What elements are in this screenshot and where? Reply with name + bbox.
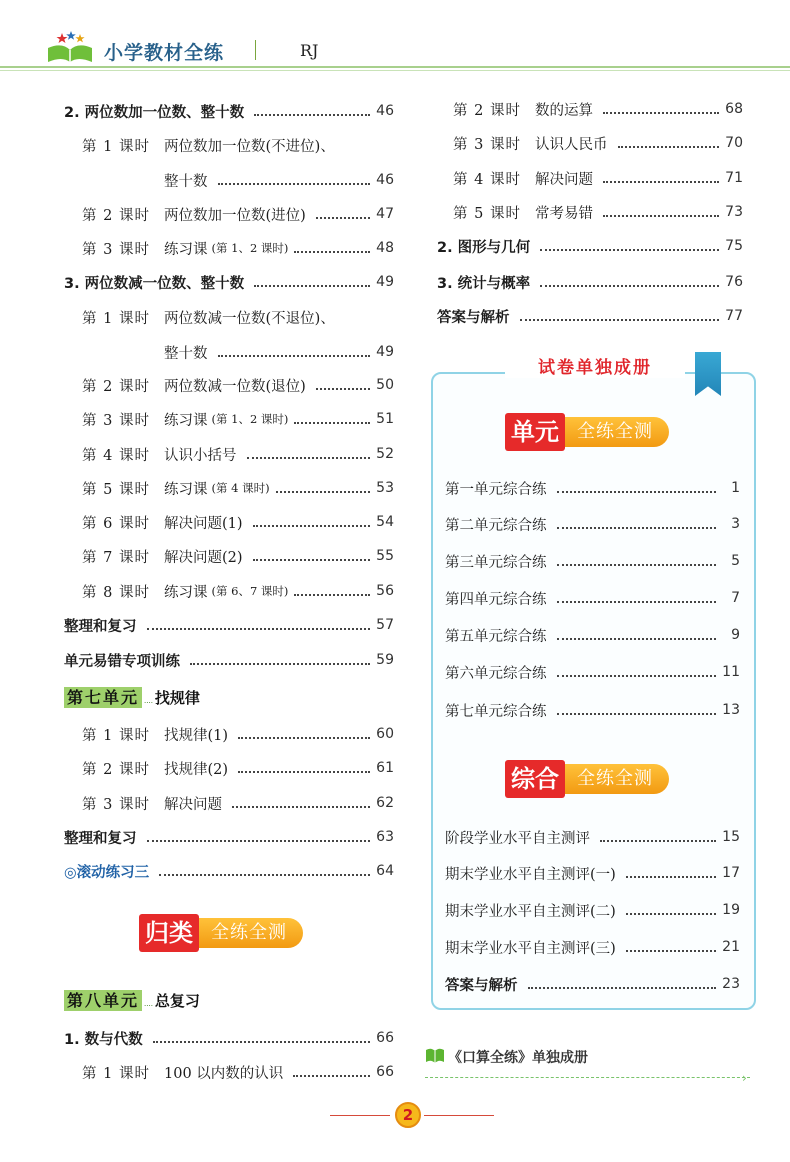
- toc-row: [82, 477, 394, 499]
- toc-label: 第二单元综合练: [445, 517, 547, 534]
- toc-label: 单元易错专项训练: [64, 653, 180, 670]
- page-ref: 55: [376, 548, 394, 564]
- page-ref: 49: [376, 274, 394, 290]
- toc-label: 第三单元综合练: [445, 554, 547, 571]
- lesson-prefix: 第 3 课时: [453, 136, 521, 153]
- banner-unit: [505, 413, 669, 451]
- lesson-prefix: 第 2 课时: [82, 207, 150, 224]
- dot-leader: [254, 114, 370, 116]
- toc-row: [437, 271, 743, 293]
- page-line-left: [330, 1115, 390, 1116]
- dot-leader: [253, 559, 370, 561]
- toc-label: 练习课: [164, 241, 208, 258]
- unit8-dots: ....: [144, 1000, 153, 1008]
- toc-label: 阶段学业水平自主测评: [445, 830, 590, 847]
- lesson-prefix: 第 1 课时: [82, 138, 150, 155]
- toc-row: [82, 443, 394, 465]
- toc-label: 答案与解析: [445, 977, 518, 994]
- dot-leader: [238, 737, 370, 739]
- dot-leader: [557, 675, 717, 677]
- toc-note: (第 4 课时): [211, 481, 270, 495]
- toc-row: [64, 614, 394, 636]
- page-ref: 66: [376, 1030, 394, 1046]
- toc-label: 第六单元综合练: [445, 665, 547, 682]
- lesson-prefix: 第 5 课时: [453, 205, 521, 222]
- dot-leader: [557, 564, 717, 566]
- dot-leader: [528, 987, 717, 989]
- toc-label: 认识小括号: [164, 447, 237, 464]
- banner-zonghe-red: 综合: [505, 760, 565, 798]
- page-ref: 21: [722, 939, 740, 955]
- toc-label: 第五单元综合练: [445, 628, 547, 645]
- page-ref: 19: [722, 902, 740, 918]
- page-ref: 60: [376, 726, 394, 742]
- toc-row: [82, 511, 394, 533]
- dot-leader: [520, 319, 720, 321]
- toc-label: 整理和复习: [64, 618, 137, 635]
- toc-label: 1. 数与代数: [64, 1031, 143, 1048]
- toc-row: [445, 936, 740, 958]
- toc-row: [82, 169, 394, 191]
- header-divider: [255, 40, 256, 60]
- dot-leader: [153, 1041, 370, 1043]
- toc-row: [82, 545, 394, 567]
- unit7-dots: ....: [144, 697, 153, 705]
- page-ref: 3: [731, 516, 740, 532]
- toc-row: [453, 201, 743, 223]
- toc-label: 整理和复习: [64, 830, 137, 847]
- lesson-prefix: 第 2 课时: [82, 378, 150, 395]
- lesson-prefix: 第 2 课时: [82, 761, 150, 778]
- toc-label: 3. 两位数减一位数、整十数: [64, 275, 245, 292]
- book-icon: [425, 1046, 445, 1064]
- lesson-prefix: 第 7 课时: [82, 549, 150, 566]
- dot-leader: [254, 285, 370, 287]
- unit7-title: 找规律: [154, 689, 200, 707]
- banner-guilei-red: 归类: [139, 914, 199, 952]
- dot-leader: [557, 713, 717, 715]
- page-ref: 46: [376, 172, 394, 188]
- lesson-prefix: 第 4 课时: [82, 447, 150, 464]
- toc-label: 2. 两位数加一位数、整十数: [64, 104, 245, 121]
- dot-leader: [557, 527, 717, 529]
- dot-leader: [603, 181, 719, 183]
- dot-leader: [316, 388, 370, 390]
- toc-row: [437, 235, 743, 257]
- toc-row: [64, 271, 394, 293]
- page-ref: 70: [725, 135, 743, 151]
- dot-leader: [232, 806, 370, 808]
- dot-leader: [247, 457, 371, 459]
- toc-row: [82, 1061, 394, 1083]
- toc-row: [82, 792, 394, 814]
- toc-label: 整十数: [164, 173, 208, 190]
- toc-note: (第 1、2 课时): [211, 241, 289, 255]
- dot-leader: [557, 491, 717, 493]
- lesson-prefix: 第 2 课时: [453, 102, 521, 119]
- toc-label: 两位数加一位数(进位): [164, 207, 306, 224]
- toc-row: [82, 757, 394, 779]
- dot-leader: [293, 1075, 370, 1077]
- footer-dashed-rule: [425, 1077, 750, 1078]
- page-ref: 64: [376, 863, 394, 879]
- toc-row: [437, 305, 743, 327]
- mouth-calc-label: 《口算全练》单独成册: [448, 1050, 588, 1066]
- unit8-heading: [64, 988, 200, 1011]
- toc-label: 两位数加一位数(不进位)、: [164, 138, 335, 155]
- page-ref: 66: [376, 1064, 394, 1080]
- lesson-prefix: 第 5 课时: [82, 481, 150, 498]
- page-ref: 73: [725, 204, 743, 220]
- toc-row: [82, 723, 394, 745]
- page-ref: 56: [376, 583, 394, 599]
- toc-row: [445, 862, 740, 884]
- page-ref: 62: [376, 795, 394, 811]
- dot-leader: [147, 840, 371, 842]
- toc-label: 两位数减一位数(退位): [164, 378, 306, 395]
- lesson-prefix: 第 1 课时: [82, 727, 150, 744]
- toc-row: [445, 826, 740, 848]
- test-booklet-title: 试卷单独成册: [505, 353, 685, 378]
- header-edition: RJ: [300, 41, 319, 60]
- header-rule: [0, 66, 790, 68]
- page-ref: 50: [376, 377, 394, 393]
- banner-zonghe-orange: 全练全测: [565, 764, 669, 794]
- toc-label: 第四单元综合练: [445, 591, 547, 608]
- page-ref: 54: [376, 514, 394, 530]
- banner-guilei: [139, 914, 303, 952]
- toc-label: 期末学业水平自主测评(二): [445, 903, 616, 920]
- toc-label: 整十数: [164, 345, 208, 362]
- toc-row: [445, 513, 740, 535]
- toc-row: [82, 306, 394, 328]
- toc-row: [82, 341, 394, 363]
- banner-unit-orange: 全练全测: [565, 417, 669, 447]
- toc-label: 找规律(1): [164, 727, 229, 744]
- toc-label: ◎滚动练习三: [64, 864, 150, 881]
- lesson-prefix: 第 6 课时: [82, 515, 150, 532]
- toc-note: (第 1、2 课时): [211, 412, 289, 426]
- toc-row: [82, 203, 394, 225]
- dot-leader: [540, 249, 719, 251]
- page-ref: 52: [376, 446, 394, 462]
- lesson-prefix: 第 1 课时: [82, 1065, 150, 1082]
- dot-leader: [253, 525, 370, 527]
- dot-leader: [218, 183, 371, 185]
- toc-row: [453, 167, 743, 189]
- toc-row: [64, 860, 394, 882]
- page-ref: 68: [725, 101, 743, 117]
- dot-leader: [218, 355, 371, 357]
- dot-leader: [540, 285, 719, 287]
- page-ref: 13: [722, 702, 740, 718]
- toc-label: 两位数减一位数(不退位)、: [164, 310, 335, 327]
- toc-label: 期末学业水平自主测评(一): [445, 866, 616, 883]
- toc-row: [445, 624, 740, 646]
- banner-unit-red: 单元: [505, 413, 565, 451]
- unit8-box: 第八单元: [64, 990, 142, 1011]
- lesson-prefix: 第 3 课时: [82, 412, 150, 429]
- page-ref: 11: [722, 664, 740, 680]
- page-ref: 76: [725, 274, 743, 290]
- page-ref: 46: [376, 103, 394, 119]
- dot-leader: [557, 638, 717, 640]
- arrow-icon: ›: [742, 1071, 747, 1085]
- toc-row: [64, 649, 394, 671]
- page-ref: 75: [725, 238, 743, 254]
- toc-label: 解决问题: [535, 171, 593, 188]
- unit8-title: 总复习: [154, 992, 200, 1010]
- dot-leader: [557, 601, 717, 603]
- dot-leader: [626, 913, 716, 915]
- dot-leader: [238, 771, 370, 773]
- toc-row: [82, 374, 394, 396]
- page-ref: 61: [376, 760, 394, 776]
- unit7-box: 第七单元: [64, 687, 142, 708]
- lesson-prefix: 第 3 课时: [82, 241, 150, 258]
- lesson-prefix: 第 1 课时: [82, 310, 150, 327]
- toc-label: 3. 统计与概率: [437, 275, 531, 292]
- page-ref: 15: [722, 829, 740, 845]
- page-ref: 48: [376, 240, 394, 256]
- dot-leader: [626, 950, 716, 952]
- header-rule-secondary: [0, 70, 790, 71]
- toc-label: 第七单元综合练: [445, 703, 547, 720]
- toc-row: [64, 100, 394, 122]
- page-ref: 7: [731, 590, 740, 606]
- dot-leader: [618, 146, 720, 148]
- dot-leader: [276, 491, 370, 493]
- page-ref: 49: [376, 344, 394, 360]
- page-ref: 5: [731, 553, 740, 569]
- toc-row: [445, 477, 740, 499]
- toc-label: 常考易错: [535, 205, 593, 222]
- banner-guilei-orange: 全练全测: [199, 918, 303, 948]
- page-ref: 9: [731, 627, 740, 643]
- toc-label: 答案与解析: [437, 309, 510, 326]
- page-ref: 1: [731, 480, 740, 496]
- toc-row: [445, 699, 740, 721]
- toc-label: 练习课: [164, 412, 208, 429]
- dot-leader: [190, 663, 370, 665]
- toc-label: 2. 图形与几何: [437, 239, 531, 256]
- dot-leader: [600, 840, 716, 842]
- page-ref: 57: [376, 617, 394, 633]
- header-logo-icon: [42, 30, 98, 64]
- toc-row: [453, 98, 743, 120]
- dot-leader: [147, 628, 371, 630]
- page-ref: 47: [376, 206, 394, 222]
- toc-label: 第一单元综合练: [445, 481, 547, 498]
- page-number: 2: [395, 1102, 421, 1128]
- lesson-prefix: 第 3 课时: [82, 796, 150, 813]
- toc-row: [82, 580, 394, 602]
- toc-note: (第 6、7 课时): [211, 584, 289, 598]
- dot-leader: [294, 594, 370, 596]
- toc-row: [445, 973, 740, 995]
- toc-label: 解决问题(1): [164, 515, 243, 532]
- page-ref: 77: [725, 308, 743, 324]
- toc-label: 练习课: [164, 481, 208, 498]
- toc-label: 练习课: [164, 584, 208, 601]
- toc-row: [445, 899, 740, 921]
- toc-label: 期末学业水平自主测评(三): [445, 940, 616, 957]
- toc-label: 找规律(2): [164, 761, 229, 778]
- lesson-prefix: 第 8 课时: [82, 584, 150, 601]
- toc-row: [445, 661, 740, 683]
- page-ref: 23: [722, 976, 740, 992]
- unit7-heading: [64, 685, 200, 708]
- dot-leader: [316, 217, 370, 219]
- toc-label: 认识人民币: [535, 136, 608, 153]
- page-ref: 53: [376, 480, 394, 496]
- page-ref: 71: [725, 170, 743, 186]
- toc-row: [453, 132, 743, 154]
- dot-leader: [159, 874, 370, 876]
- toc-label: 解决问题(2): [164, 549, 243, 566]
- dot-leader: [603, 112, 719, 114]
- page-ref: 17: [722, 865, 740, 881]
- header-title: 小学教材全练: [104, 42, 225, 64]
- toc-row: [64, 1027, 394, 1049]
- toc-row: [445, 550, 740, 572]
- dot-leader: [626, 876, 716, 878]
- toc-row: [82, 134, 394, 156]
- page-ref: 51: [376, 411, 394, 427]
- lesson-prefix: 第 4 课时: [453, 171, 521, 188]
- toc-row: [82, 408, 394, 430]
- page-line-right: [424, 1115, 494, 1116]
- banner-zonghe: [505, 760, 669, 798]
- page-ref: 59: [376, 652, 394, 668]
- toc-label: 100 以内数的认识: [164, 1065, 284, 1082]
- page-ref: 63: [376, 829, 394, 845]
- toc-label: 数的运算: [535, 102, 593, 119]
- dot-leader: [294, 251, 370, 253]
- dot-leader: [603, 215, 719, 217]
- toc-row: [82, 237, 394, 259]
- toc-label: 解决问题: [164, 796, 222, 813]
- dot-leader: [294, 422, 370, 424]
- toc-row: [64, 826, 394, 848]
- toc-row: [445, 587, 740, 609]
